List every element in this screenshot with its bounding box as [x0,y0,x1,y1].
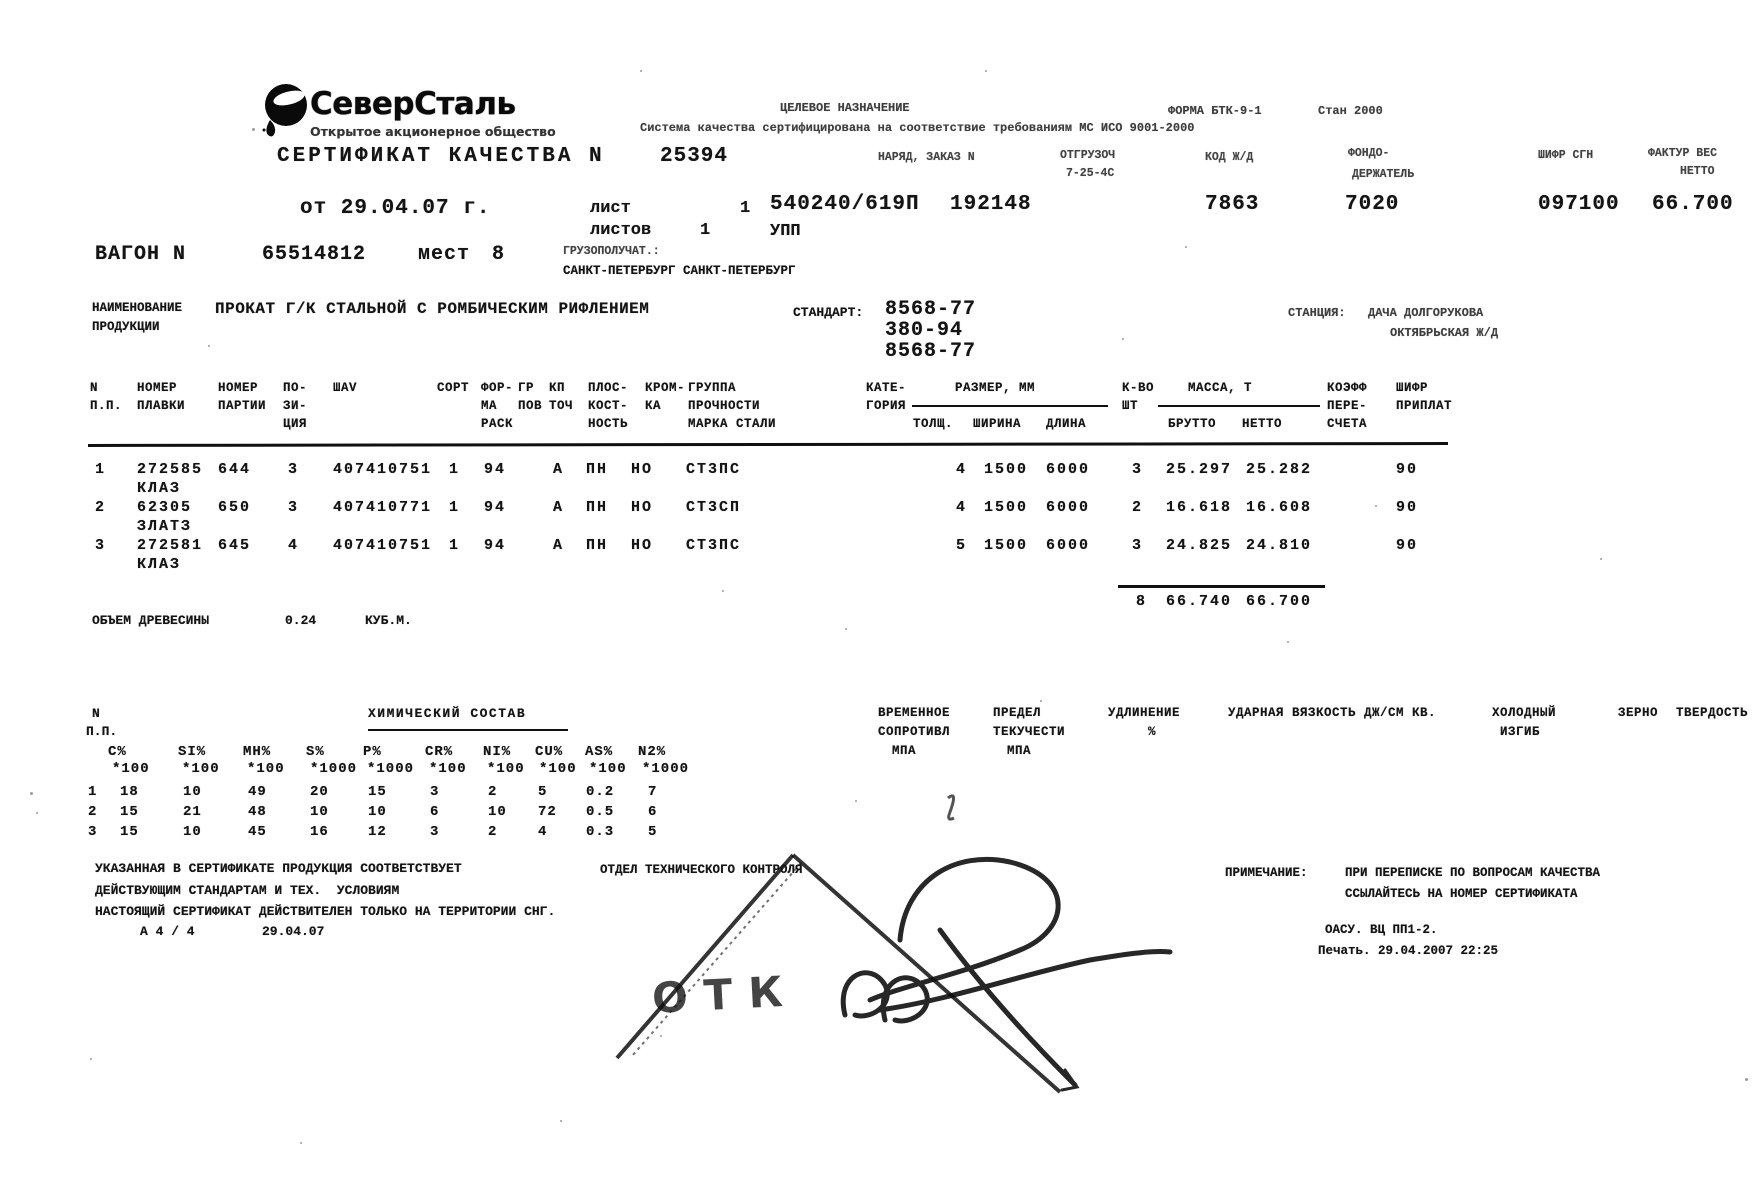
lot-column-header: К-ВО [1122,381,1155,395]
chem-corner-pp: П.П. [86,724,118,739]
scan-noise-speck [90,1058,92,1060]
lot-cell-steel: СТ3ПС [686,537,742,554]
declaration-line: НАСТОЯЩИЙ СЕРТИФИКАТ ДЕЙСТВИТЕЛЕН ТОЛЬКО НА ТЕРРИТОРИИ СНГ. [95,904,556,919]
lot-cell-heat-plant: ЗЛАТЗ [137,518,193,535]
scan-noise-speck [252,128,255,131]
scan-noise-speck [1600,558,1602,560]
chem-value: 16 [310,824,329,840]
chem-value: 10 [488,804,507,820]
lot-column-header: ГОРИЯ [866,399,907,413]
scan-noise-speck [985,70,987,72]
chem-multiplier: *100 [429,761,467,777]
invoice-label-1: ФАКТУР ВЕС [1648,147,1718,160]
lot-cell-nav: 407410751 [333,537,433,554]
lot-cell-pay: 90 [1396,499,1419,516]
scan-noise-speck [1745,1078,1748,1081]
lot-cell-acc: ПН [586,461,609,478]
lot-column-header: ШТ [1122,399,1139,413]
chem-value: 18 [120,784,139,800]
shop-code: УПП [770,222,801,241]
lot-column-header: ЗИ- [283,399,308,413]
chem-element-header: N2% [638,744,667,760]
lot-column-header: КАТЕ- [866,381,907,395]
mill-label: Стан 2000 [1318,104,1383,118]
lot-column-header: КОЭФФ [1327,381,1368,395]
scan-noise-speck [300,1142,302,1144]
lot-column-header: ПЕРЕ- [1327,399,1368,413]
chem-value: 48 [248,804,267,820]
scan-noise-speck [1122,338,1124,340]
lot-column-header: ШАV [333,381,358,395]
mech-column-header: % [1148,725,1157,739]
chem-value: 10 [183,824,202,840]
lot-column-header: НОСТЬ [588,417,629,431]
iso-note: Система качества сертифицирована на соответствие требованиям МС ИСО 9001-2000 [640,121,1195,135]
lot-column-header: КОСТ- [588,399,629,413]
mech-column-header: ЗЕРНО [1618,706,1659,720]
lot-column-header: МАРКА СТАЛИ [688,417,777,431]
mech-column-header: УДЛИНЕНИЕ [1108,706,1181,720]
lot-cell-flat: НО [631,537,654,554]
print-timestamp: Печать. 29.04.2007 22:25 [1318,944,1499,958]
lot-cell-nav: 407410771 [333,499,433,516]
chem-value: 72 [538,804,557,820]
lot-cell-gross: 24.825 [1166,537,1233,554]
lot-cell-qty: 2 [1132,499,1144,516]
chem-element-header: CR% [425,744,454,760]
form-label: ФОРМА БТК-9-1 [1168,104,1262,118]
ship-label-2: 7-25-4С [1066,167,1115,180]
wagon-label: ВАГОН N [95,243,187,266]
lot-column-header: ПРИПЛАТ [1396,399,1453,413]
lot-cell-net: 16.608 [1246,499,1313,516]
lot-column-header: ШИРИНА [973,417,1022,431]
scan-noise-speck [660,1035,662,1037]
order-value: 540240/619П [770,193,920,216]
station-label: СТАНЦИЯ: [1288,306,1346,320]
lot-cell-nav: 407410751 [333,461,433,478]
brand-name: СеверСталь [310,86,516,122]
lot-column-header: ФОР- [481,381,514,395]
scan-noise-speck [560,1120,562,1122]
lot-cell-surf: А [553,537,565,554]
lot-column-header: МА [481,399,498,413]
lot-cell-heat: 272585 [137,461,204,478]
chem-element-header: SI% [178,744,207,760]
invoice-label-2: НЕТТО [1680,165,1715,178]
lot-cell-thk: 5 [956,537,968,554]
wagon-value: 65514812 [262,243,367,266]
mass-group-rule [1158,405,1320,407]
fund-label-1: ФОНДО- [1348,147,1390,160]
lot-cell-form: 94 [484,499,507,516]
standard-value: 8568-77 [885,340,977,363]
consignee-value: САНКТ-ПЕТЕРБУРГ САНКТ-ПЕТЕРБУРГ [563,264,796,278]
chem-value: 6 [430,804,440,820]
wood-value: 0.24 [285,613,317,628]
total-gross: 66.740 [1166,593,1233,610]
sheet-value: 1 [740,199,751,218]
product-name-label-1: НАИМЕНОВАНИЕ [92,301,183,315]
fund-label-2: ДЕРЖАТЕЛЬ [1352,168,1415,181]
chem-value: 4 [538,824,548,840]
chem-value: 10 [368,804,387,820]
lot-cell-lot: 645 [218,537,252,554]
signature-and-stamp [560,770,1240,1110]
lot-cell-wid: 1500 [984,537,1029,554]
chem-element-header: CU% [535,744,564,760]
wood-label: ОБЪЕМ ДРЕВЕСИНЫ [92,613,210,628]
lot-column-header: ПЛОС- [588,381,629,395]
lot-cell-steel: СТ3СП [686,499,742,516]
standard-value: 380-94 [885,319,964,342]
chem-multiplier: *100 [539,761,577,777]
scan-noise-speck [855,800,857,802]
lot-cell-qty: 3 [1132,537,1144,554]
lot-column-header: КП [549,381,566,395]
lot-column-header: ТОЛЩ. [913,417,954,431]
lot-cell-len: 6000 [1046,461,1091,478]
lot-cell-len: 6000 [1046,499,1091,516]
note-line: ПРИ ПЕРЕПИСКЕ ПО ВОПРОСАМ КАЧЕСТВА [1345,866,1601,880]
places-label: мест [418,243,471,266]
mech-column-header: СОПРОТИВЛ [878,725,951,739]
invoice-value: 66.700 [1652,193,1734,216]
chem-value: 15 [368,784,387,800]
lot-cell-pos: 4 [288,537,300,554]
chem-title-rule [368,729,568,731]
rail-code-value: 7863 [1205,193,1260,216]
lot-cell-thk: 4 [956,499,968,516]
lot-column-header: ЦИЯ [283,417,308,431]
lot-cell-lot: 644 [218,461,252,478]
mech-column-header: ПРЕДЕЛ [993,706,1042,720]
lot-column-header: ГРУППА [688,381,737,395]
lot-cell-lot: 650 [218,499,252,516]
scan-noise-speck [722,590,724,592]
chem-multiplier: *100 [182,761,220,777]
lot-cell-pay: 90 [1396,537,1419,554]
lot-cell-gross: 16.618 [1166,499,1233,516]
chem-element-header: МН% [243,744,272,760]
lot-column-header: НОМЕР [137,381,178,395]
totals-rule [1118,585,1325,588]
lot-cell-wid: 1500 [984,499,1029,516]
otk-department-label: ОТДЕЛ ТЕХНИЧЕСКОГО КОНТРОЛЯ [600,863,803,877]
mech-column-header: ВРЕМЕННОЕ [878,706,951,720]
chem-value: 0.2 [586,784,615,800]
lot-column-header: СОРТ [437,381,470,395]
lot-cell-wid: 1500 [984,461,1029,478]
lot-cell-len: 6000 [1046,537,1091,554]
chem-multiplier: *1000 [310,761,358,777]
chem-value: 12 [368,824,387,840]
note-line: ССЫЛАЙТЕСЬ НА НОМЕР СЕРТИФИКАТА [1345,887,1578,901]
lot-cell-thk: 4 [956,461,968,478]
chem-value: 2 [488,824,498,840]
lot-cell-acc: ПН [586,537,609,554]
lot-column-header: РАЗМЕР, ММ [955,381,1036,395]
chem-element-header: Р% [363,744,382,760]
lot-column-header: КА [645,399,662,413]
scan-noise-speck [1040,700,1042,702]
chem-value: 49 [248,784,267,800]
otk-stamp-text: ОТК [650,966,800,1023]
scan-noise-speck [845,628,847,630]
lot-column-header: ДЛИНА [1046,417,1087,431]
mech-column-header: МПА [892,744,917,758]
lot-cell-net: 25.282 [1246,461,1313,478]
scan-noise-speck [208,345,210,347]
system-ref: ОАСУ. ВЦ ПП1-2. [1325,923,1438,937]
chem-value: 5 [538,784,548,800]
chem-value: 45 [248,824,267,840]
lot-cell-surf: А [553,499,565,516]
lot-cell-grade: 1 [449,461,461,478]
lot-column-header: БРУТТО [1168,417,1217,431]
lot-cell-n: 1 [95,461,107,478]
chem-row-number: 1 [88,784,98,800]
chem-value: 7 [648,784,658,800]
chem-value: 6 [648,804,658,820]
certificate-date: от 29.04.07 г. [300,197,491,220]
chem-multiplier: *1000 [642,761,690,777]
lot-cell-n: 3 [95,537,107,554]
lot-cell-flat: НО [631,461,654,478]
scan-noise-speck [36,812,38,814]
form-ref: А 4 / 4 [140,924,195,939]
chem-value: 3 [430,784,440,800]
lot-column-header: ШИФР [1396,381,1429,395]
station-value: ОКТЯБРЬСКАЯ Ж/Д [1390,326,1499,340]
lot-cell-form: 94 [484,537,507,554]
brand-subtitle: Открытое акционерное общество [310,124,556,139]
lot-cell-acc: ПН [586,499,609,516]
chem-value: 10 [183,784,202,800]
chem-value: 2 [488,784,498,800]
scan-noise-speck [1287,641,1289,643]
lot-column-header: НОМЕР [218,381,259,395]
chem-multiplier: *100 [112,761,150,777]
note-label: ПРИМЕЧАНИЕ: [1225,866,1308,880]
declaration-line: УКАЗАННАЯ В СЕРТИФИКАТЕ ПРОДУКЦИЯ СООТВЕТСТВУЕТ [95,861,462,876]
scan-noise-speck [640,70,642,72]
product-name-label-2: ПРОДУКЦИИ [92,320,160,334]
chem-value: 15 [120,824,139,840]
chem-element-header: AS% [585,744,614,760]
chem-element-header: S% [306,744,325,760]
sheet-label: лист [590,199,631,218]
mech-column-header: МПА [1007,744,1032,758]
lot-column-header: МАССА, Т [1188,381,1253,395]
lot-column-header: ТОЧ [549,399,574,413]
scan-noise-speck [30,792,33,795]
lot-cell-n: 2 [95,499,107,516]
cipher-label: ШИФР СГН [1538,149,1594,162]
chem-row-number: 3 [88,824,98,840]
lot-cell-pay: 90 [1396,461,1419,478]
chem-element-header: NI% [483,744,512,760]
chem-multiplier: *100 [487,761,525,777]
declaration-line: ДЕЙСТВУЮЩИМ СТАНДАРТАМ И ТЕХ. УСЛОВИЯМ [95,883,400,898]
chem-row-number: 2 [88,804,98,820]
lot-cell-grade: 1 [449,499,461,516]
scan-noise-speck [418,96,420,98]
total-net: 66.700 [1246,593,1313,610]
chem-value: 15 [120,804,139,820]
purpose-label: ЦЕЛЕВОЕ НАЗНАЧЕНИЕ [780,101,910,115]
rail-code-label: КОД Ж/Д [1205,151,1254,164]
lot-cell-heat: 272581 [137,537,204,554]
lot-cell-gross: 25.297 [1166,461,1233,478]
sheets-value: 1 [700,221,711,240]
chem-value: 0.5 [586,804,615,820]
lot-cell-surf: А [553,461,565,478]
mech-column-header: ИЗГИБ [1500,725,1541,739]
standard-value: 8568-77 [885,298,977,321]
places-value: 8 [492,243,506,266]
ship-label-1: ОТГРУЗОЧ [1060,149,1116,162]
order-label: НАРЯД, ЗАКАЗ N [878,151,975,164]
lot-cell-steel: СТ3ПС [686,461,742,478]
wood-unit: КУБ.М. [365,613,412,628]
standard-label: СТАНДАРТ: [793,305,864,320]
lot-column-header: СЧЕТА [1327,417,1368,431]
lot-column-header: КРОМ- [645,381,686,395]
size-group-rule [912,405,1108,407]
mech-column-header: ТЕКУЧЕСТИ [993,725,1066,739]
chem-value: 10 [310,804,329,820]
lot-column-header: П.П. [90,399,123,413]
scan-noise-speck [1698,196,1700,198]
product-name-value: ПРОКАТ Г/К СТАЛЬНОЙ С РОМБИЧЕСКИМ РИФЛЕНИЕМ [215,300,650,318]
chem-title: ХИМИЧЕСКИЙ СОСТАВ [368,706,527,721]
lot-cell-heat: 62305 [137,499,193,516]
table-header-rule [88,442,1448,447]
lot-column-header: НЕТТО [1242,417,1283,431]
ship-value: 192148 [950,193,1032,216]
scan-noise-speck [1185,246,1187,248]
chem-element-header: С% [108,744,127,760]
total-qty: 8 [1136,593,1148,610]
lot-cell-pos: 3 [288,499,300,516]
lot-cell-pos: 3 [288,461,300,478]
chem-multiplier: *1000 [367,761,415,777]
lot-cell-qty: 3 [1132,461,1144,478]
mech-column-header: ХОЛОДНЫЙ [1492,706,1557,720]
lot-column-header: N [90,381,99,395]
chem-multiplier: *100 [589,761,627,777]
lot-cell-net: 24.810 [1246,537,1313,554]
lot-cell-grade: 1 [449,537,461,554]
scan-noise-speck [1375,505,1377,507]
chem-value: 5 [648,824,658,840]
lot-column-header: ПАРТИИ [218,399,267,413]
certificate-number: 25394 [660,145,729,168]
lot-column-header: ПО- [283,381,308,395]
mech-column-header: ТВЕРДОСТЬ [1676,706,1749,720]
chem-value: 3 [430,824,440,840]
lot-column-header: ПРОЧНОСТИ [688,399,761,413]
sheets-label: листов [590,221,652,240]
chem-value: 0.3 [586,824,615,840]
lot-cell-flat: НО [631,499,654,516]
station-value: ДАЧА ДОЛГОРУКОВА [1368,306,1484,320]
lot-column-header: ПОВ [518,399,543,413]
certificate-title: СЕРТИФИКАТ КАЧЕСТВА N [277,145,605,168]
lot-cell-heat-plant: КЛАЗ [137,556,182,573]
fund-value: 7020 [1345,193,1400,216]
severstal-logo-icon [260,78,312,138]
consignee-label: ГРУЗОПОЛУЧАТ.: [563,245,660,258]
cipher-value: 097100 [1538,193,1620,216]
lot-column-header: ГР [518,381,535,395]
lot-cell-form: 94 [484,461,507,478]
mech-column-header: УДАРНАЯ ВЯЗКОСТЬ ДЖ/СМ КВ. [1228,706,1437,720]
form-date: 29.04.07 [262,924,325,939]
lot-cell-heat-plant: КЛАЗ [137,480,182,497]
chem-value: 21 [183,804,202,820]
chem-value: 20 [310,784,329,800]
lot-column-header: РАСК [481,417,514,431]
chem-corner-n: N [92,706,100,721]
chem-multiplier: *100 [247,761,285,777]
lot-column-header: ПЛАВКИ [137,399,186,413]
